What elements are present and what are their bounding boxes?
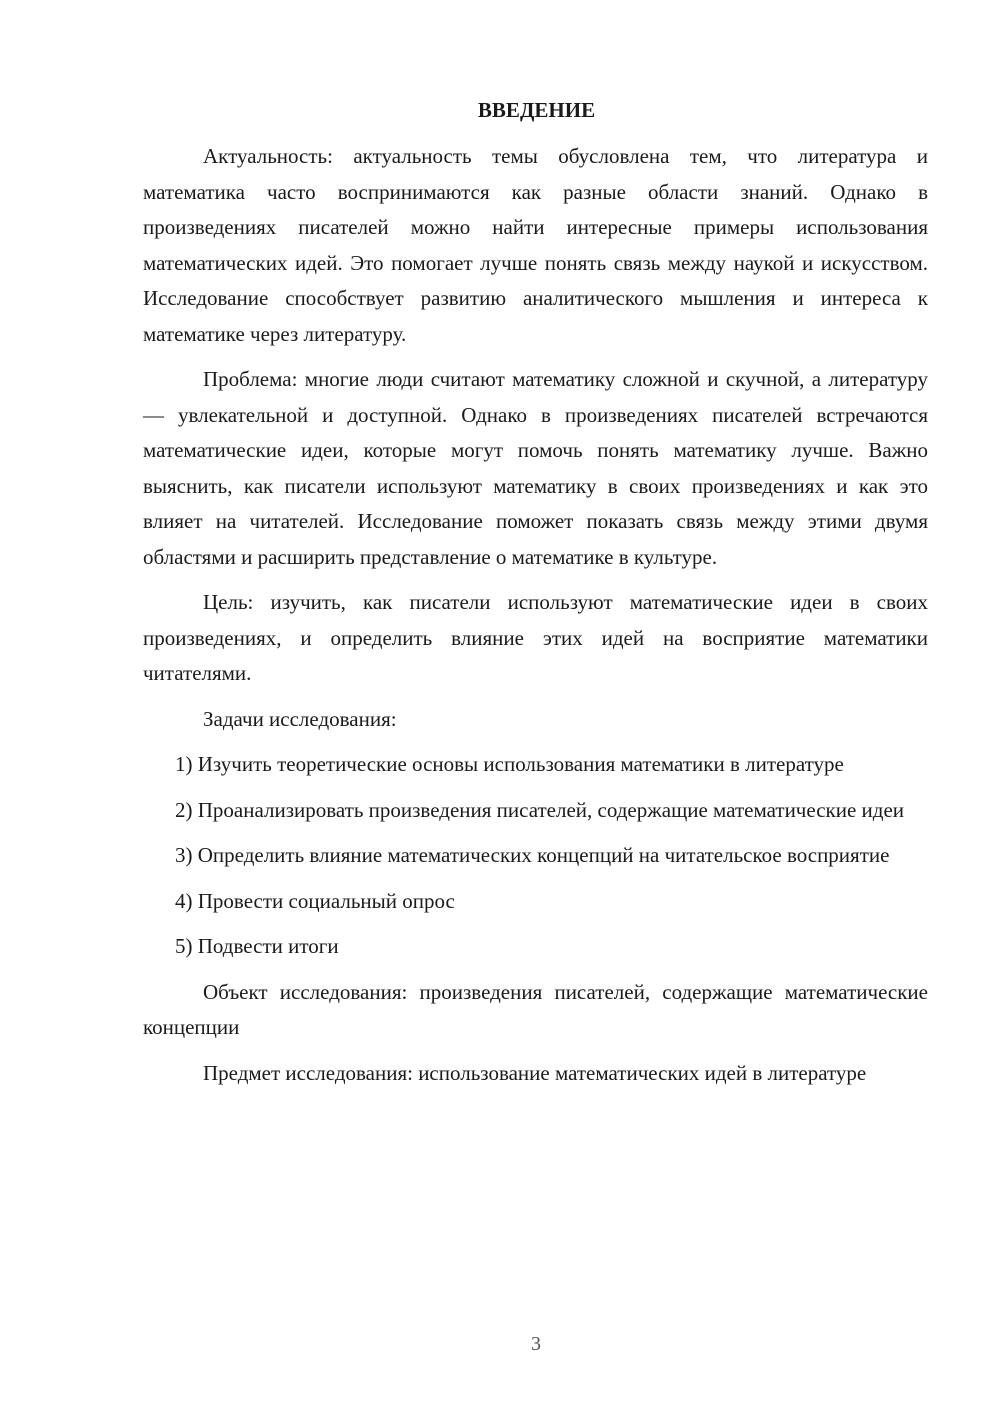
tasks-heading: Задачи исследования: xyxy=(203,706,397,731)
task-item-1: 1) Изучить теоретические основы использования математики в литературе xyxy=(175,752,844,776)
problem-paragraph: Проблема: многие люди считают математику сложной и скучной, а литературу — увлекательной и доступной. Однако в произведениях писателей встречаются математические идеи, которые могут помочь понять математику лучше. Важно выяснить, как писатели используют математику в своих произведениях и как это влияет на читателей. Исследование поможет показать связь между этими двумя областями и расширить представление о математике в культуре. xyxy=(143,367,928,569)
goal-paragraph: Цель: изучить, как писатели используют математические идеи в своих произведениях, и определить влияние этих идей на восприятие математики читателями. xyxy=(143,590,928,685)
task-item-4: 4) Провести социальный опрос xyxy=(175,888,455,913)
task-item-5: 5) Подвести итоги xyxy=(175,934,339,958)
relevance-paragraph: Актуальность: актуальность темы обусловлена тем, что литература и математика часто воспринимаются как разные области знаний. Однако в произведениях писателей можно найти интересные примеры использования математических идей. Это помогает лучше понять связь между наукой и искусством. Исследование способствует развитию аналитического мышления и интереса к математике через литературу. xyxy=(143,144,928,346)
task-item-2: 2) Проанализировать произведения писателей, содержащие математические идеи xyxy=(175,797,905,822)
task-item-3: 3) Определить влияние математических концепций на читательское восприятие xyxy=(175,843,890,867)
document-page xyxy=(143,93,928,1101)
object-paragraph: Объект исследования: произведения писателей, содержащие математические концепции xyxy=(143,979,928,1039)
subject-paragraph: Предмет исследования: использование математических идей в литературе xyxy=(203,1060,867,1085)
page-number: 3 xyxy=(531,1333,541,1355)
section-heading: ВВЕДЕНИЕ xyxy=(477,98,596,122)
